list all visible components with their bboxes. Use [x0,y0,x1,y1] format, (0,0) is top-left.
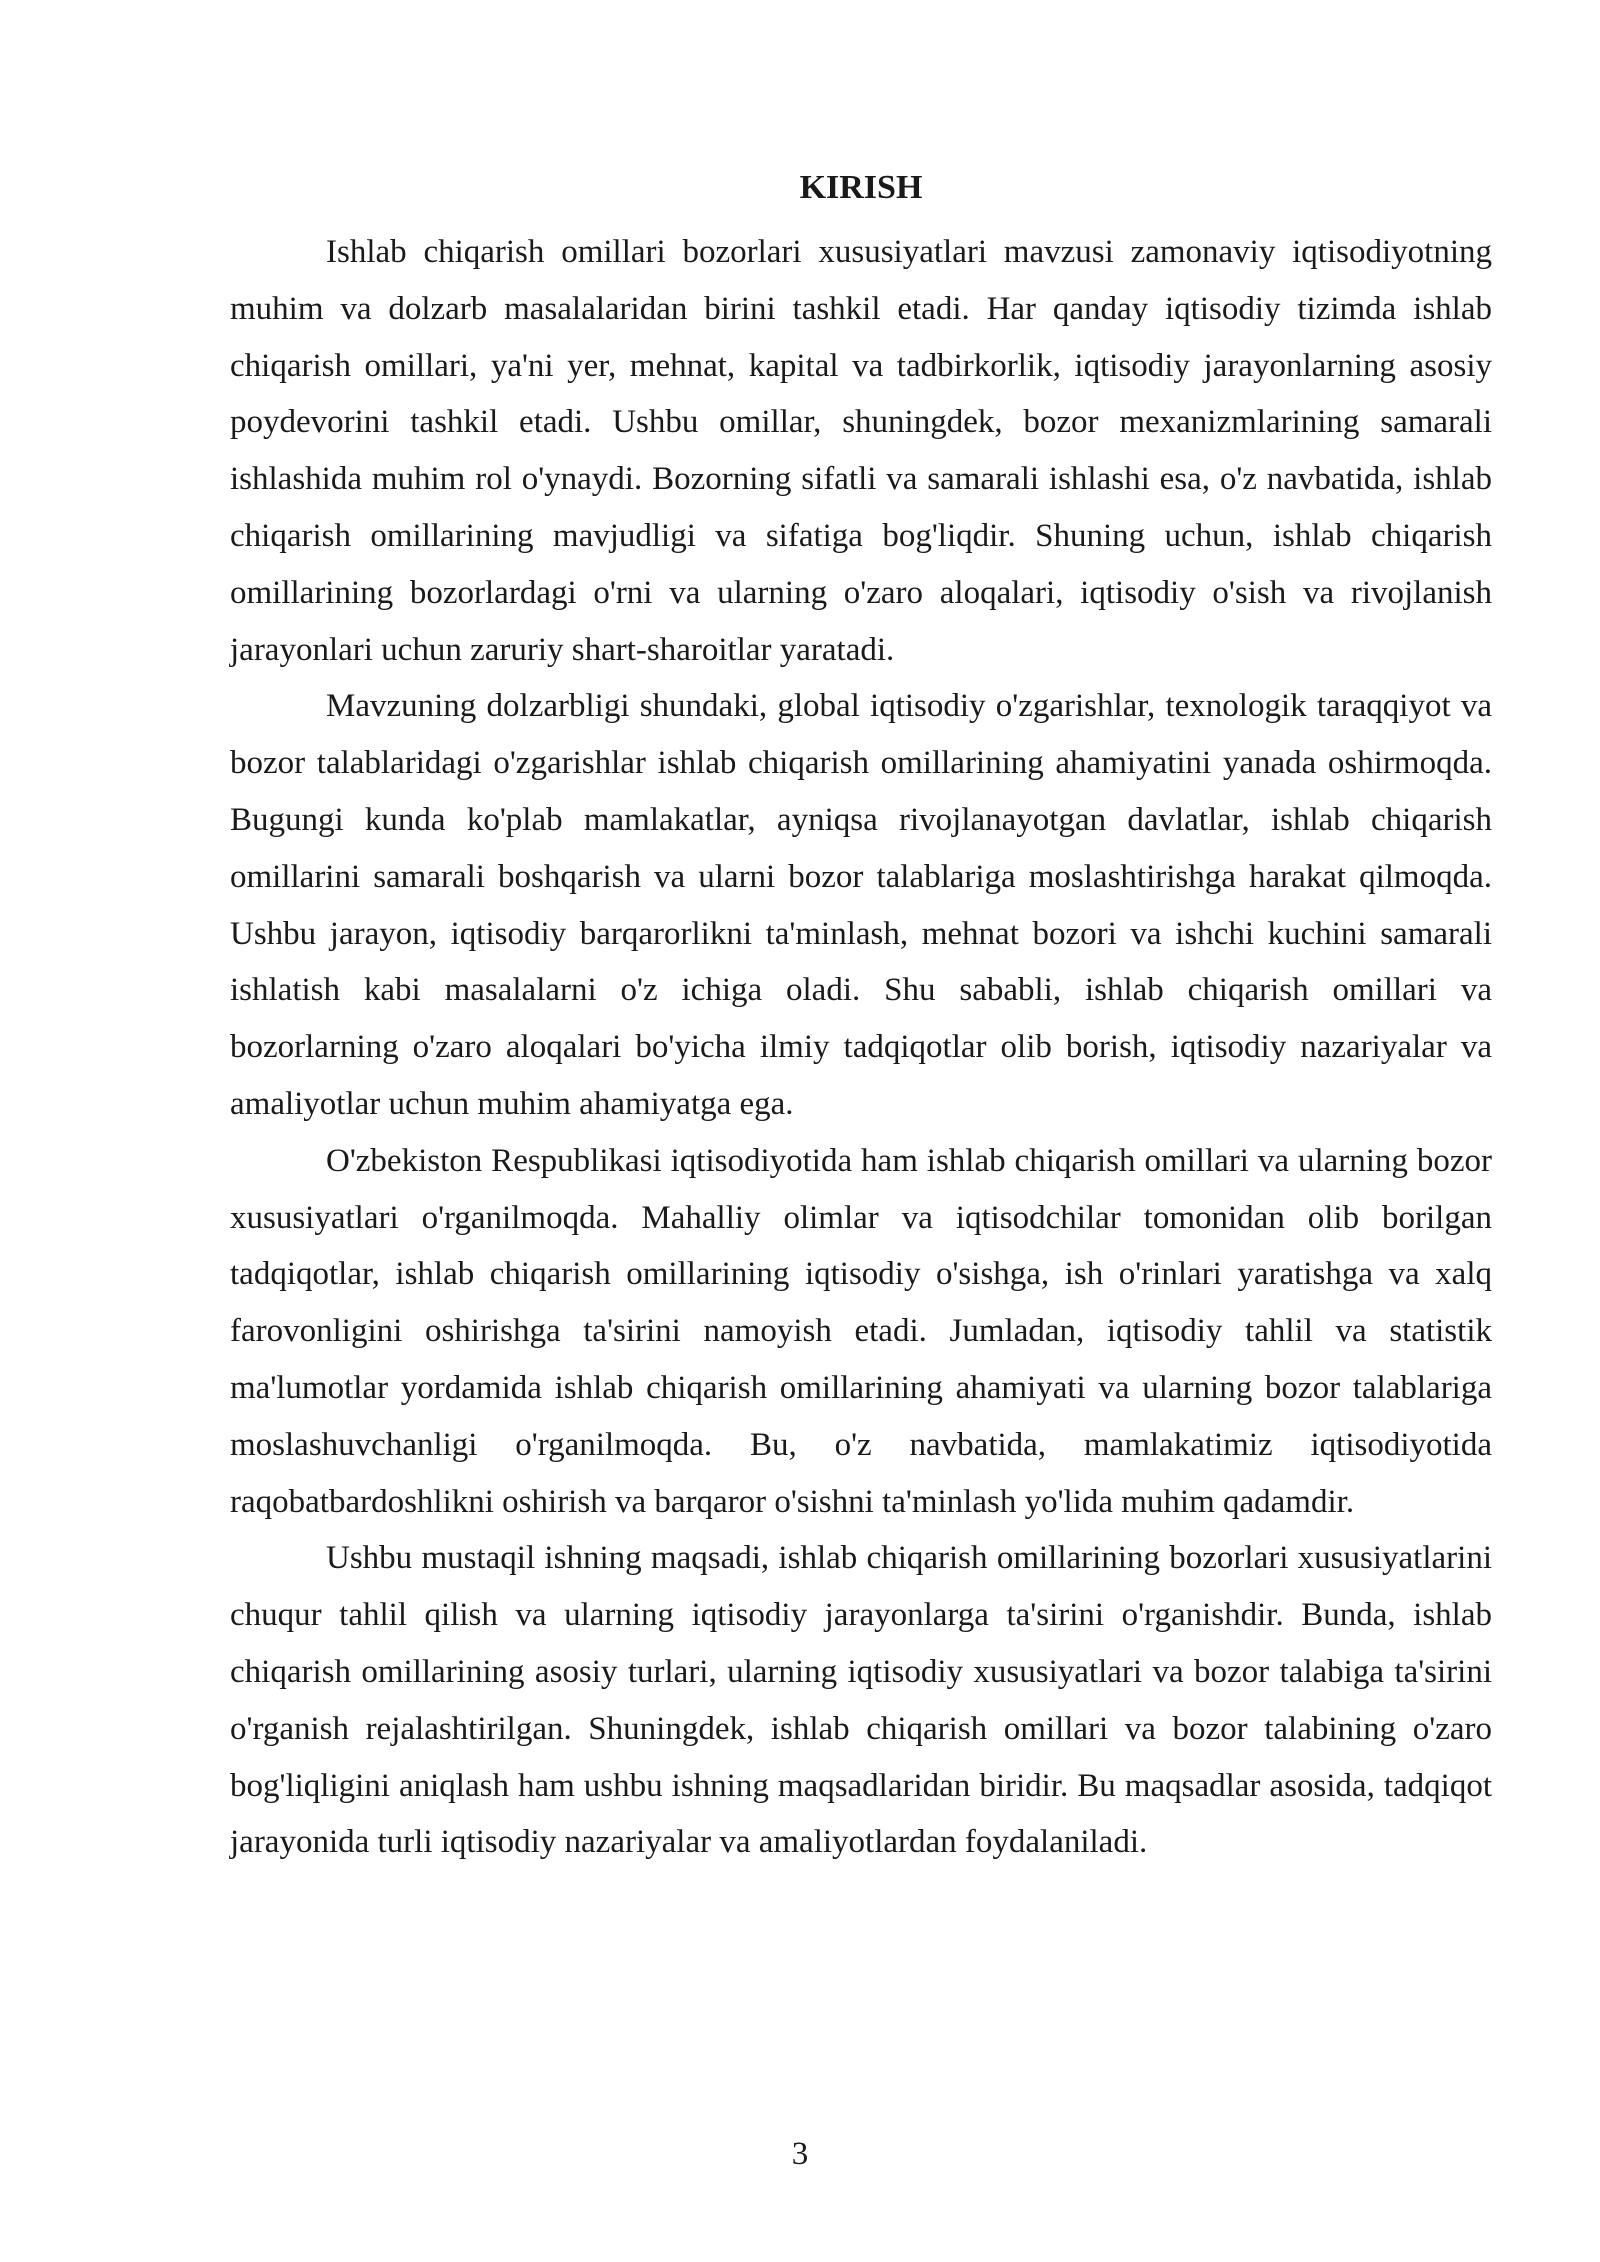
page-number: 3 [791,2136,809,2172]
page-content [230,160,1492,1871]
paragraph: Mavzuning dolzarbligi shundaki, global iqtisodiy o'zgarishlar, texnologik taraqqiyot va bozor talablaridagi o'zgarishlar ishlab chiqarish omillarining ahamiyatini yanada oshirmoqda. Bugungi kunda ko'plab mamlakatlar, ayniqsa rivojlanayotgan davlatlar, ishlab chiqarish omillarini samarali boshqarish va ularni bozor talablariga moslashtirishga harakat qilmoqda. Ushbu jarayon, iqtisodiy barqarorlikni ta'minlash, mehnat bozori va ishchi kuchini samarali ishlatish kabi masalalarni o'z ichiga oladi. Shu sababli, ishlab chiqarish omillari va bozorlarning o'zaro aloqalari bo'yicha ilmiy tadqiqotlar olib borish, iqtisodiy nazariyalar va amaliyotlar uchun muhim ahamiyatga ega. [230,688,1492,1122]
paragraph: O'zbekiston Respublikasi iqtisodiyotida ham ishlab chiqarish omillari va ularning bozor xususiyatlari o'rganilmoqda. Mahalliy olimlar va iqtisodchilar tomonidan olib borilgan tadqiqotlar, ishlab chiqarish omillarining iqtisodiy o'sishga, ish o'rinlari yaratishga va xalq farovonligini oshirishga ta'sirini namoyish etadi. Jumladan, iqtisodiy tahlil va statistik ma'lumotlar yordamida ishlab chiqarish omillarining ahamiyati va ularning bozor talablariga moslashuvchanligi o'rganilmoqda. Bu, o'z navbatida, mamlakatimiz iqtisodiyotida raqobatbardoshlikni oshirish va barqaror o'sishni ta'minlash yo'lida muhim qadamdir. [230,1142,1492,1520]
paragraph: Ushbu mustaqil ishning maqsadi, ishlab chiqarish omillarining bozorlari xususiyatlarini chuqur tahlil qilish va ularning iqtisodiy jarayonlarga ta'sirini o'rganishdir. Bunda, ishlab chiqarish omillarining asosiy turlari, ularning iqtisodiy xususiyatlari va bozor talabiga ta'sirini o'rganish rejalashtirilgan. Shuningdek, ishlab chiqarish omillari va bozor talabining o'zaro bog'liqligini aniqlash ham ushbu ishning maqsadlaridan biridir. Bu maqsadlar asosida, tadqiqot jarayonida turli iqtisodiy nazariyalar va amaliyotlardan foydalaniladi. [230,1540,1492,1861]
paragraph: Ishlab chiqarish omillari bozorlari xususiyatlari mavzusi zamonaviy iqtisodiyotning muhim va dolzarb masalalaridan birini tashkil etadi. Har qanday iqtisodiy tizimda ishlab chiqarish omillari, ya'ni yer, mehnat, kapital va tadbirkorlik, iqtisodiy jarayonlarning asosiy poydevorini tashkil etadi. Ushbu omillar, shuningdek, bozor mexanizmlarining samarali ishlashida muhim rol o'ynaydi. Bozorning sifatli va samarali ishlashi esa, o'z navbatida, ishlab chiqarish omillarining mavjudligi va sifatiga bog'liqdir. Shuning uchun, ishlab chiqarish omillarining bozorlardagi o'rni va ularning o'zaro aloqalari, iqtisodiy o'sish va rivojlanish jarayonlari uchun zaruriy shart-sharoitlar yaratadi. [230,234,1492,668]
page-title: KIRISH [799,169,923,206]
